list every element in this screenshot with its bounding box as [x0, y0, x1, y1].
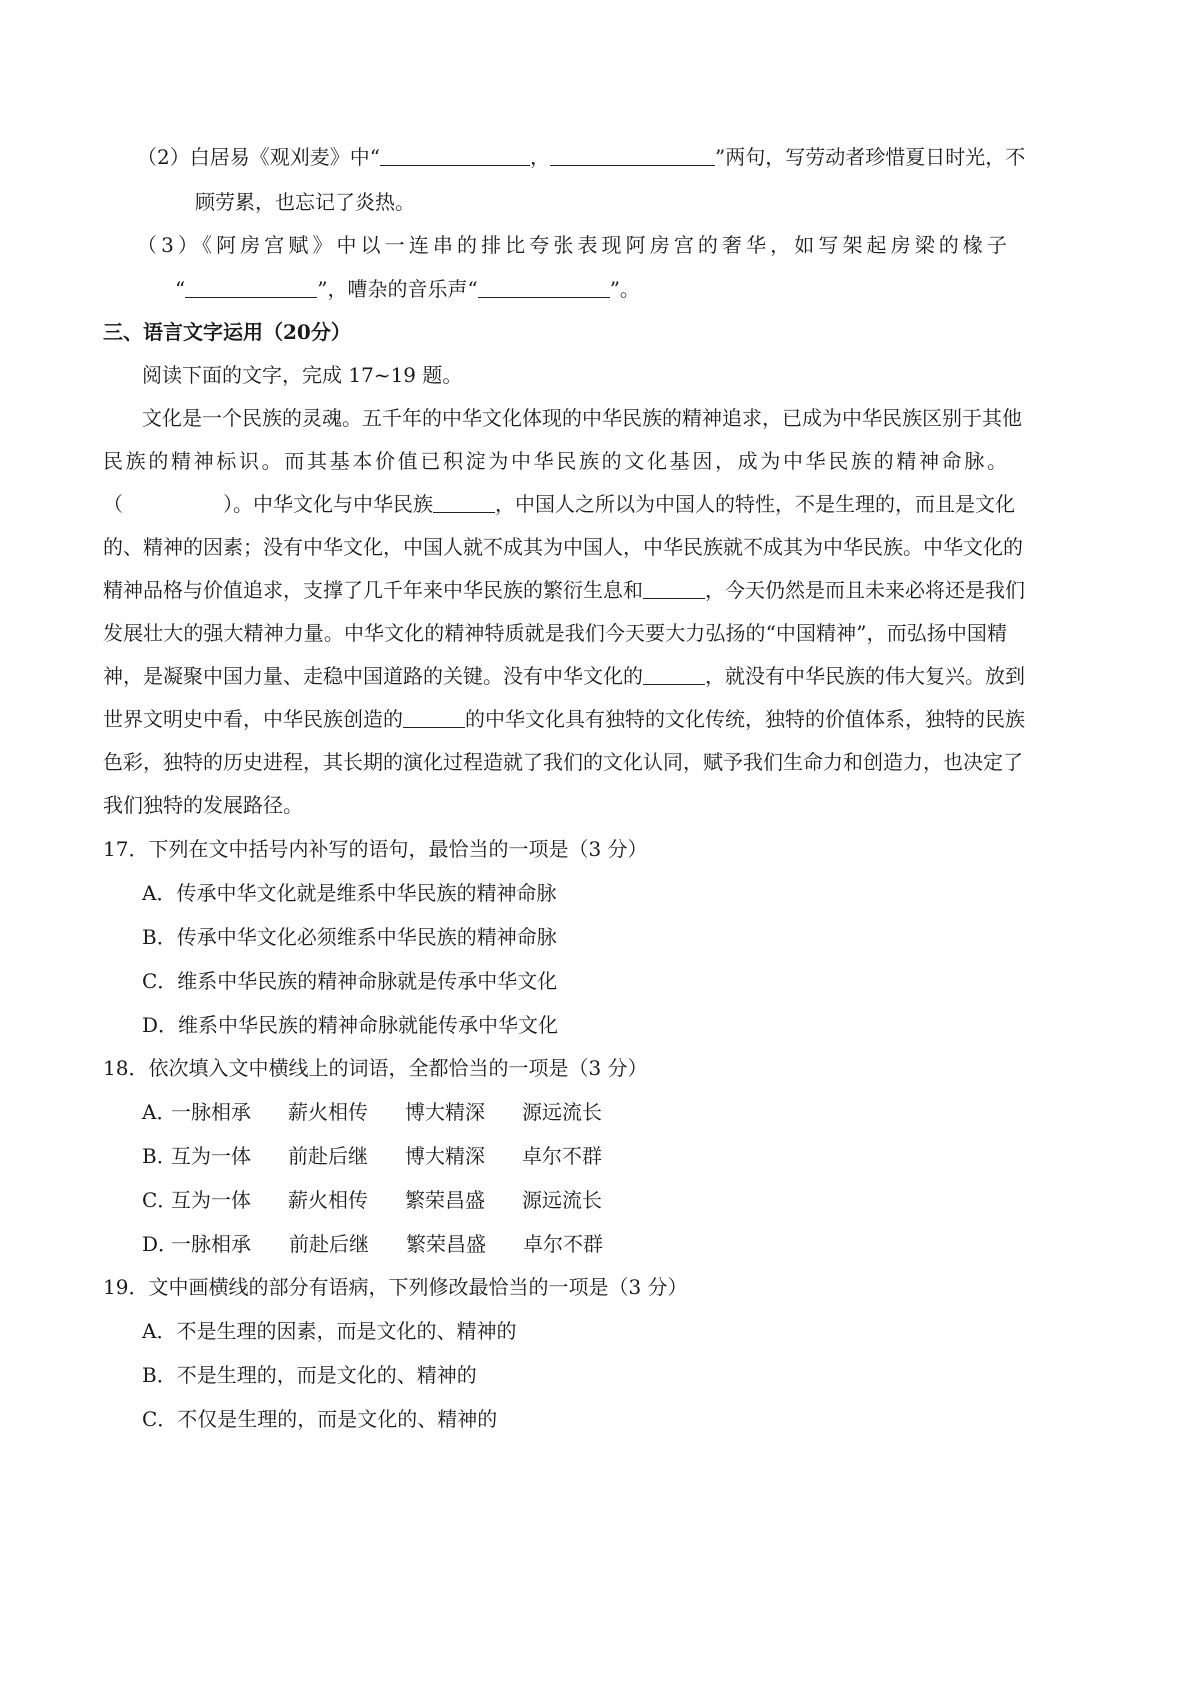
q3-number: （3）: [137, 233, 202, 257]
fill-in-q2-line2: 顾劳累，也忘记了炎热。: [195, 190, 415, 214]
passage-line-8: [103, 705, 1025, 733]
question-19-stem: 19．文中画横线的部分有语病，下列修改最恰当的一项是（3 分）: [103, 1275, 688, 1299]
q18-option-a-word-3: 博大精深: [405, 1100, 485, 1124]
passage-line-1: 文化是一个民族的灵魂。五千年的中华文化体现的中华民族的精神追求，已成为中华民族区别于其他: [142, 406, 1022, 430]
q2-blank-2[interactable]: [550, 145, 715, 166]
q2-text-pre: 白居易《观刈麦》中“: [189, 145, 380, 169]
q2-number: （2）: [137, 145, 190, 169]
passage-line-3-post: ，中国人之所以为中国人的特性，不是生理的，而且是文化: [495, 492, 1015, 516]
q18-option-d-word-4: 卓尔不群: [523, 1232, 603, 1256]
q18-option-c-word-1: 互为一体: [171, 1188, 251, 1212]
q18-option-b-word-4: 卓尔不群: [522, 1144, 602, 1168]
q2-blank-1[interactable]: [380, 145, 530, 166]
q18-option-d-word-3: 繁荣昌盛: [406, 1232, 486, 1256]
q18-option-d-label: D．: [142, 1232, 179, 1256]
passage-line-5-pre: 精神品格与价值追求，支撑了几千年来中华民族的繁衍生息和: [103, 578, 643, 602]
fill-in-q3-line1: [137, 231, 1007, 259]
q18-option-d-word-2: 前赴后继: [289, 1232, 369, 1256]
q19-option-b[interactable]: B．不是生理的，而是文化的、精神的: [142, 1363, 477, 1387]
passage-line-9: 色彩，独特的历史进程，其长期的演化过程造就了我们的文化认同，赋予我们生命力和创造力，也决定了: [103, 750, 1023, 774]
passage-line-8-post: 的中华文化具有独特的文化传统，独特的价值体系，独特的民族: [465, 707, 1025, 731]
q17-option-a[interactable]: A．传承中华文化就是维系中华民族的精神命脉: [142, 881, 557, 905]
passage-blank-1[interactable]: [433, 492, 495, 513]
q18-option-a-word-2: 薪火相传: [288, 1100, 368, 1124]
section-title: 三、语言文字运用（20分）: [103, 320, 351, 344]
passage-line-6: 发展壮大的强大精神力量。中华文化的精神特质就是我们今天要大力弘扬的“中国精神”，而弘扬中国精: [103, 621, 1007, 645]
passage-blank-2[interactable]: [643, 578, 705, 599]
q18-option-b-label: B．: [142, 1144, 177, 1168]
q18-option-c-word-3: 繁荣昌盛: [405, 1188, 485, 1212]
q18-option-c-word-2: 薪火相传: [288, 1188, 368, 1212]
q18-option-b-word-1: 互为一体: [171, 1144, 251, 1168]
question-18-stem: 18．依次填入文中横线上的词语，全都恰当的一项是（3 分）: [103, 1056, 648, 1080]
passage-line-5-post: ，今天仍然是而且未来必将还是我们: [705, 578, 1025, 602]
bracket-open: （: [103, 492, 123, 516]
q3-open-quote: “: [175, 277, 186, 301]
q18-option-d-word-1: 一脉相承: [171, 1232, 251, 1256]
question-17-stem: 17．下列在文中括号内补写的语句，最恰当的一项是（3 分）: [103, 837, 648, 861]
passage-line-4: 的、精神的因素；没有中华文化，中国人就不成其为中国人，中华民族就不成其为中华民族。中华文化的: [103, 535, 1023, 559]
q18-option-b-word-2: 前赴后继: [288, 1144, 368, 1168]
q18-option-a-label: A．: [142, 1100, 177, 1124]
q2-text-post: ”两句，写劳动者珍惜夏日时光，不: [714, 145, 1026, 169]
q3-text: 《阿房宫赋》中以一连串的排比夸张表现阿房宫的奢华，如写架起房梁的椽子: [202, 233, 1007, 257]
q2-comma: ，: [529, 145, 550, 169]
passage-intro: 阅读下面的文字，完成 17~19 题。: [142, 363, 463, 387]
passage-line-10: 我们独特的发展路径。: [103, 793, 303, 817]
q17-option-c[interactable]: C．维系中华民族的精神命脉就是传承中华文化: [142, 969, 558, 993]
q18-option-a-word-4: 源远流长: [522, 1100, 602, 1124]
q18-option-b-word-3: 博大精深: [405, 1144, 485, 1168]
q3-text-mid: ”，嘈杂的音乐声“: [317, 277, 478, 301]
passage-line-8-pre: 世界文明史中看，中华民族创造的: [103, 707, 403, 731]
passage-blank-4[interactable]: [403, 707, 465, 728]
passage-line-5: [103, 576, 1025, 604]
passage-line-7-pre: 神，是凝聚中国力量、走稳中国道路的关键。没有中华文化的: [103, 664, 643, 688]
passage-line-7-post: ，就没有中华民族的伟大复兴。放到: [705, 664, 1025, 688]
q18-option-a-word-1: 一脉相承: [171, 1100, 251, 1124]
q17-option-b[interactable]: B．传承中华文化必须维系中华民族的精神命脉: [142, 925, 557, 949]
q3-blank-2[interactable]: [478, 277, 610, 298]
q19-option-a[interactable]: A．不是生理的因素，而是文化的、精神的: [142, 1319, 517, 1343]
q3-blank-1[interactable]: [185, 277, 317, 298]
q18-option-c-label: C．: [142, 1188, 178, 1212]
q18-option-c-word-4: 源远流长: [522, 1188, 602, 1212]
passage-line-7: [103, 662, 1025, 690]
passage-blank-3[interactable]: [643, 664, 705, 685]
passage-line-2: 民族的精神标识。而其基本价值已积淀为中华民族的文化基因，成为中华民族的精神命脉。: [103, 449, 1007, 473]
q3-text-end: ”。: [609, 277, 640, 301]
q17-option-d[interactable]: D．维系中华民族的精神命脉就能传承中华文化: [142, 1013, 559, 1037]
passage-line-3: [103, 490, 1015, 518]
fill-in-q2-line1: [137, 143, 1025, 171]
q19-option-c[interactable]: C．不仅是生理的，而是文化的、精神的: [142, 1407, 498, 1431]
passage-line-3-mid: ）。中华文化与中华民族: [223, 492, 433, 516]
fill-in-q3-line2: [175, 275, 640, 303]
